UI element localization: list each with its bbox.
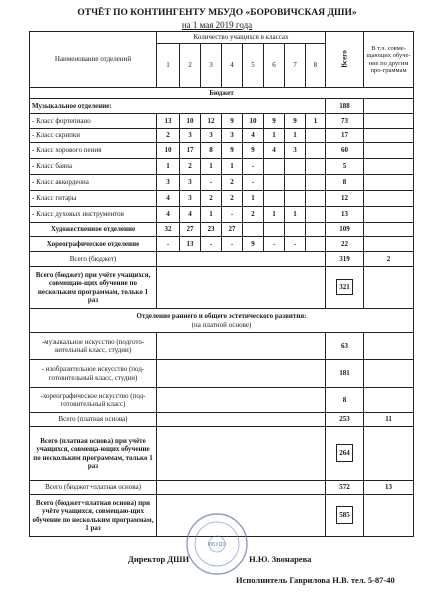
grand-unique-row: Всего (бюджет+платная основа) при учёте учащихся, совмещаю-щих обучение по нескольким программам, 1 раз 585: [30, 495, 414, 537]
document-subtitle: на 1 мая 2019 года: [181, 20, 253, 30]
grand-total-row: Всего (бюджет+платная основа) 572 13: [30, 481, 414, 495]
contingent-table: [29, 31, 414, 537]
paid-program-row: -музыкальное искусство (подгото-вительный класс, студии) 63: [30, 333, 414, 360]
music-class-row: - Класс баяна 1 2 1 1 - 5: [30, 159, 414, 175]
document-title: ОТЧЁТ ПО КОНТИНГЕНТУ МБУДО «БОРОВИЧСКАЯ ДШИ»: [77, 8, 357, 18]
section-budget: Бюджет: [30, 88, 414, 99]
header-other: В т.ч. совме-щающих обуче-ние по другим про-граммам: [364, 32, 414, 88]
header-count: Количество учащихся в классах: [157, 32, 326, 44]
grade-3: 3: [201, 44, 222, 88]
music-dept-total: 188: [326, 99, 364, 114]
dance-row: Хореографическое отделение - 13 - - 9 - - 22: [30, 237, 414, 252]
music-class-row: - Класс аккордеона 3 3 - 2 - 8: [30, 175, 414, 191]
art-row: Художественное отделение 32 27 23 27 109: [30, 223, 414, 237]
header-name: Наименование отделений: [30, 32, 157, 88]
section-paid: Отделение раннего и общего эстетического развития: (на платной основе): [30, 309, 414, 333]
header-total: Всего: [326, 32, 364, 88]
music-class-row: - Класс фортепиано 13 10 12 9 10 9 9 1 73: [30, 114, 414, 129]
paid-unique-row: Всего (платная основа) при учёте учащихся, совмеща-ющих обучение по нескольким программам, только 1 раз 264: [30, 427, 414, 481]
music-class-row: - Класс гитары 4 3 2 2 1 12: [30, 191, 414, 207]
grade-4: 4: [222, 44, 243, 88]
music-class-row: - Класс духовых инструментов 4 4 1 - 2 1 1 13: [30, 207, 414, 223]
director-signature: Директор ДШИ Н.Ю. Звонарева: [128, 554, 312, 564]
budget-total-row: Всего (бюджет) 319 2: [30, 252, 414, 267]
svg-text:МБУДО: МБУДО: [207, 542, 227, 548]
music-dept-label: Музыкальное отделение:: [30, 99, 326, 114]
budget-unique-row: Всего (бюджет) при учёте учащихся, совмещаю-щих обучение по нескольким программам, только 1 раз 321: [30, 267, 414, 309]
music-class-row: - Класс скрипки 2 3 3 3 4 1 1 17: [30, 129, 414, 143]
grade-8: 8: [306, 44, 326, 88]
paid-program-row: -хореографическое искусство (под-готовительный класс) 8: [30, 388, 414, 413]
grade-5: 5: [243, 44, 264, 88]
grade-6: 6: [264, 44, 285, 88]
music-class-row: - Класс хорового пения 10 17 8 9 9 4 3 60: [30, 143, 414, 159]
official-stamp: [185, 512, 249, 576]
paid-total-row: Всего (платная основа) 253 11: [30, 413, 414, 427]
grade-1: 1: [157, 44, 180, 88]
grade-2: 2: [180, 44, 201, 88]
executor-line: Исполнитель Гаврилова Н.В. тел. 5-87-40: [236, 575, 395, 585]
grade-7: 7: [285, 44, 306, 88]
paid-program-row: - изобразительное искусство (под-готовительный класс, студии) 181: [30, 360, 414, 388]
